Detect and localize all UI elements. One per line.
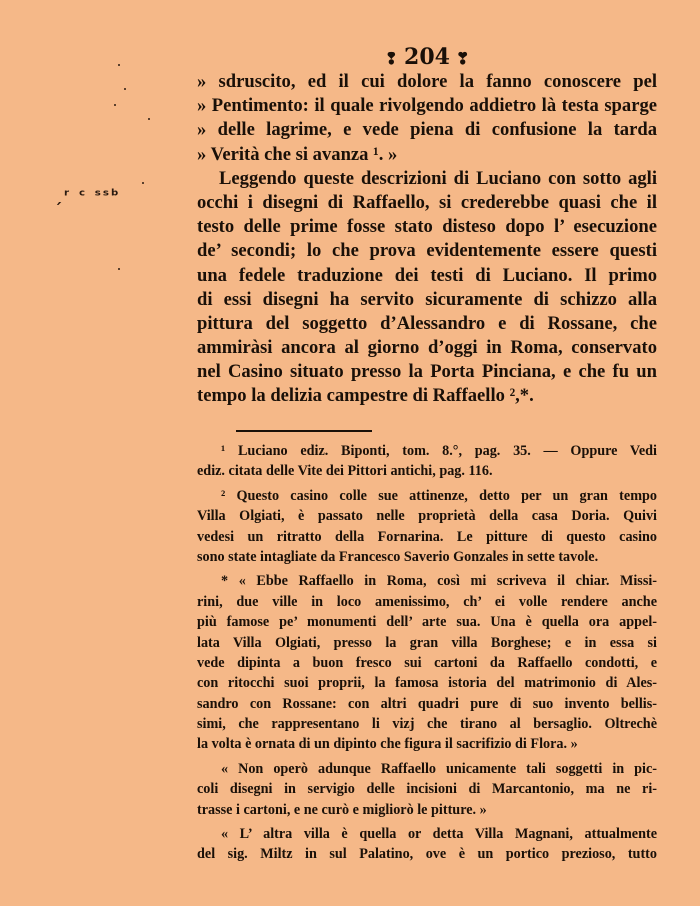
- footnote-line: * « Ebbe Raffaello in Roma, così mi scriveva il chiar. Missi-: [221, 573, 657, 590]
- text-line: tempo la delizia campestre di Raffaello ²,*.: [197, 385, 534, 407]
- text-line: de’ secondi; lo che prova evidentemente essere questi: [197, 240, 657, 262]
- text-line: nel Casino situato presso la Porta Pinciana, e che fu un: [197, 361, 657, 383]
- footnote-line: « L’ altra villa è quella or detta Villa Magnani, attualmente: [221, 826, 657, 843]
- ink-speck: [148, 118, 150, 120]
- text-line: di essi disegni ha servito sicuramente di schizzo alla: [197, 288, 657, 310]
- footnote-line: coli disegni in servigio delle incisioni di Marcantonio, ma ne ri-: [197, 781, 657, 798]
- footnote-line: ² Questo casino colle sue attinenze, detto per un gran tempo: [221, 487, 657, 504]
- footnote-separator: [236, 430, 372, 432]
- text-line: » Verità che si avanza ¹. »: [197, 143, 398, 165]
- footnote-line: trasse i cartoni, e ne curò e migliorò le pitture. »: [197, 801, 487, 818]
- ink-speck: [118, 268, 120, 270]
- main-text: [197, 70, 657, 409]
- footnote-line: la volta è ornata di un dipinto che figura il sacrifizio di Flora. »: [197, 736, 578, 753]
- footnote-line: rini, due ville in loco amenissimo, ch’ ei volle rendere anche: [197, 593, 657, 610]
- text-line: una fedele traduzione dei testi di Luciano. Il primo: [197, 264, 657, 286]
- ink-speck: [114, 104, 116, 106]
- margin-annotation: ˏʳ ᶜ ˢˢᵇ: [54, 186, 121, 205]
- text-line: » Pentimento: il quale rivolgendo addietro là testa sparge: [197, 95, 657, 117]
- text-line: ammiràsi ancora al giorno d’oggi in Roma, conservato: [197, 337, 657, 359]
- footnote-line: lata Villa Olgiati, presso la gran villa Borghese; e in essa si: [197, 634, 657, 651]
- footnote-line: simi, che rappresentano li vizj che tirano al bersaglio. Oltrechè: [197, 716, 657, 733]
- footnote-line: « Non operò adunque Raffaello unicamente tali soggetti in pic-: [221, 760, 657, 777]
- text-line: » sdruscito, ed il cui dolore la fanno conoscere pel: [197, 71, 657, 92]
- footnote-line: ¹ Luciano ediz. Biponti, tom. 8.°, pag. 35. — Oppure Vedi: [221, 443, 657, 459]
- text-line: » delle lagrime, e vede piena di confusione la tarda: [197, 119, 657, 141]
- footnote-line: sandro con Rossane: con altri quadri pure di suo invento bellis-: [197, 695, 657, 712]
- text-line: occhi i disegni di Raffaello, si crederebbe quasi che il: [197, 191, 657, 213]
- left-ornament-icon: ❢: [384, 48, 399, 68]
- footnote-line: vedesi un ritratto della Fornarina. Le pitture di questo casino: [197, 528, 657, 545]
- footnote-line: del sig. Miltz in sul Palatino, ove è un portico prezioso, tutto: [197, 846, 657, 863]
- page-number: 204: [404, 44, 450, 70]
- footnote-line: vede dipinta a buon fresco sui cartoni da Raffaello condotti, e: [197, 654, 657, 671]
- page-header: [197, 44, 657, 70]
- footnotes: [197, 441, 657, 865]
- ink-speck: [124, 88, 126, 90]
- ink-speck: [118, 64, 120, 66]
- footnote-line: sono state intagliate da Francesco Saverio Gonzales in sette tavole.: [197, 548, 599, 565]
- text-line: testo delle prime fosse stato disteso dopo l’ esecuzione: [197, 216, 657, 238]
- footnote-line: più famose pe’ monumenti dell’ arte sua. Una è quella ora appel-: [197, 614, 657, 631]
- ink-speck: [142, 182, 144, 184]
- footnote-line: con ritocchi suoi proprii, la famosa istoria del matrimonio di Ales-: [197, 675, 657, 692]
- footnote-line: Villa Olgiati, è passato nelle proprietà della casa Doria. Quivi: [197, 508, 657, 525]
- text-line: pittura del soggetto d’Alessandro e di Rossane, che: [197, 312, 657, 334]
- footnote-line: ediz. citata delle Vite dei Pittori antichi, pag. 116.: [197, 463, 493, 480]
- text-line: Leggendo queste descrizioni di Luciano con sotto agli: [219, 167, 657, 189]
- right-ornament-icon: ❣: [455, 48, 470, 68]
